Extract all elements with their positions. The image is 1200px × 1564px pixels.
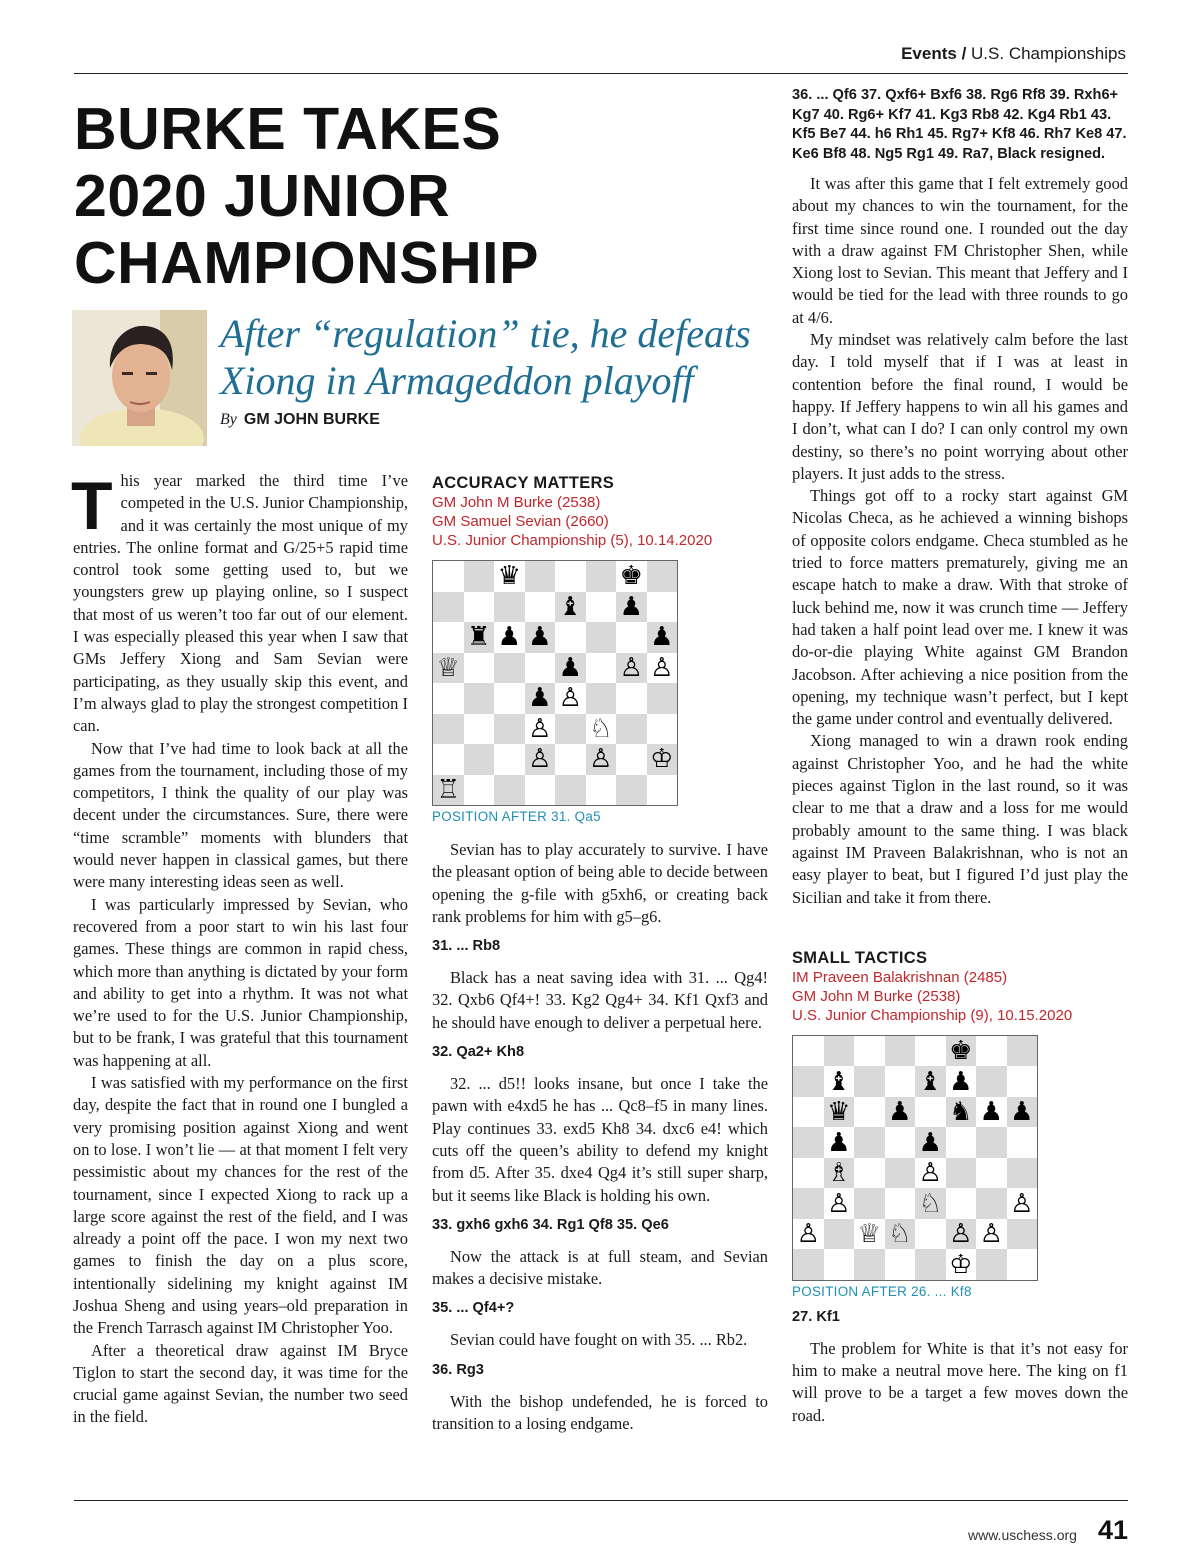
board-caption: POSITION AFTER 31. Qa5 [432,809,601,824]
board-square [494,592,525,623]
white-pawn-icon: ♙ [558,683,582,714]
board-square [525,714,556,745]
white-pawn-icon: ♙ [949,1219,973,1250]
black-pawn-icon: ♟ [979,1097,1003,1128]
board-square [885,1097,916,1128]
paragraph: My mindset was relatively calm before the last day. I told myself that if I was at least in contention before the final round, I would be happy. If Jeffery happens to win all his games and I don’t, what can I do? I can only control my own destiny, so there’s no point worrying about other players. It just adds to the stress. [792,330,1128,483]
board-square [793,1097,824,1128]
board-square [616,683,647,714]
board-square [885,1158,916,1189]
header-separator: / [961,44,967,63]
board-square [555,561,586,592]
board-square [464,622,495,653]
subheadline-line: Xiong in Armageddon playoff [220,358,694,403]
board-square [976,1097,1007,1128]
board-square [647,714,678,745]
board-square [433,653,464,684]
board-square [1007,1066,1038,1097]
board-square [915,1158,946,1189]
column-3-after-board [792,1308,1128,1427]
paragraph: I was satisfied with my performance on the first day, despite the fact that in round one I bungled a very promising position against Xiong and went on to lose. I won’t lie — at that moment I felt very pessimistic about my chances for the rest of the tournament, since I expected Xiong to rack up a large score against the rest of the field, and I was already a point off the pace. I won my next two games to finish the day on a plus score, intentionally sidelining my knight against IM Joshua Sheng and using years–old preparation in the French Tarrasch against IM Christopher Yoo. [73,1073,408,1338]
paragraph: With the bishop undefended, he is forced to transition to a losing endgame. [432,1391,768,1434]
board-square [464,653,495,684]
white-pawn-icon: ♙ [1010,1188,1034,1219]
byline-author: GM JOHN BURKE [243,411,380,428]
byline-prefix: By [220,411,237,428]
board-square [586,775,617,806]
board-square [464,744,495,775]
paragraph-text: his year marked the third time I’ve competed in the U.S. Junior Championship, and it was certainly the most unique of my entries. The online format and G/25+5 rapid time control took some getting used to, but we youngsters grew up playing online, so I suspect that most of us weren’t too far out of our element. I was especially pleased this year when I saw that GMs Jeffery Xiong and Sam Sevian were participating, as they usually skip this event, and I’m always glad to play the strongest competition I can. [73,471,408,736]
footer-url: www.uschess.org [968,1527,1077,1543]
board-square [586,592,617,623]
board-square [586,683,617,714]
board-square [586,653,617,684]
white-bishop-icon: ♗ [827,1158,851,1189]
author-photo [72,310,207,446]
header-divider [74,73,1128,74]
board-square [824,1066,855,1097]
footer-divider [74,1500,1128,1501]
board-square [946,1097,977,1128]
board-square [616,653,647,684]
black-pawn-icon: ♟ [497,622,521,653]
board-square [1007,1158,1038,1189]
board-square [555,714,586,745]
board-square [464,592,495,623]
board-square [1007,1127,1038,1158]
game-event: U.S. Junior Championship (9), 10.15.2020 [792,1006,1073,1024]
paragraph: Now the attack is at full steam, and Sevian makes a decisive mistake. [432,1246,768,1289]
board-square [433,775,464,806]
board-square [555,683,586,714]
board-square [824,1097,855,1128]
board-square [885,1219,916,1250]
header-subsection: U.S. Championships [971,44,1126,63]
board-square [494,653,525,684]
byline [220,411,380,429]
board-square [525,744,556,775]
board-square [464,714,495,745]
board-square [555,653,586,684]
board-square [854,1127,885,1158]
board-square [494,683,525,714]
board-square [946,1219,977,1250]
board-square [433,744,464,775]
board-square [525,775,556,806]
board-square [1007,1036,1038,1067]
board-square [525,592,556,623]
board-caption: POSITION AFTER 26. ... Kf8 [792,1283,972,1299]
game-white-player: IM Praveen Balakrishnan (2485) [792,968,1008,986]
white-rook-icon: ♖ [436,774,460,805]
white-pawn-icon: ♙ [918,1158,942,1189]
game-event: U.S. Junior Championship (5), 10.14.2020 [432,532,713,549]
chess-board [792,1035,1038,1281]
move-line: 31. ... Rb8 [432,938,501,955]
subheadline-line: After “regulation” tie, he defeats [220,311,751,356]
white-pawn-icon: ♙ [979,1219,1003,1250]
board-square [793,1188,824,1219]
board-square [824,1127,855,1158]
board-square [885,1066,916,1097]
white-knight-icon: ♘ [589,713,613,744]
board-square [586,561,617,592]
board-square [464,775,495,806]
board-square [824,1188,855,1219]
board-square [946,1066,977,1097]
board-square [824,1036,855,1067]
board-square [555,622,586,653]
white-pawn-icon: ♙ [796,1219,820,1250]
page-number: 41 [1097,1515,1128,1545]
board-square [647,561,678,592]
board-square [1007,1219,1038,1250]
board-square [616,592,647,623]
board-square [976,1249,1007,1280]
board-square [946,1249,977,1280]
white-pawn-icon: ♙ [528,744,552,775]
board-square [433,561,464,592]
paragraph: The problem for White is that it’s not easy for him to make a neutral move here. The king on f1 will prove to be a target a few moves down the road. [792,1338,1128,1425]
black-pawn-icon: ♟ [918,1127,942,1158]
board-square [793,1127,824,1158]
board-square [647,653,678,684]
board-square [586,744,617,775]
board-square [854,1249,885,1280]
board-square [525,561,556,592]
black-pawn-icon: ♟ [558,652,582,683]
black-pawn-icon: ♟ [650,622,674,653]
black-bishop-icon: ♝ [827,1066,851,1097]
white-pawn-icon: ♙ [528,713,552,744]
black-queen-icon: ♛ [827,1097,851,1128]
move-line: 36. Rg3 [432,1361,484,1378]
board-square [915,1066,946,1097]
board-square [793,1158,824,1189]
board-square [433,683,464,714]
board-square [464,683,495,714]
running-header [901,44,1126,64]
white-knight-icon: ♘ [918,1188,942,1219]
board-square [824,1219,855,1250]
board-square [793,1066,824,1097]
board-square [793,1249,824,1280]
board-square [854,1158,885,1189]
black-queen-icon: ♛ [497,561,521,592]
black-pawn-icon: ♟ [827,1127,851,1158]
column-2-body [432,839,768,1435]
board-square [946,1158,977,1189]
author-photo-illustration [72,310,207,446]
board-square [647,622,678,653]
board-square [854,1219,885,1250]
white-pawn-icon: ♙ [650,652,674,683]
board-square [885,1036,916,1067]
board-square [494,622,525,653]
column-1 [73,470,408,1429]
board-square [885,1127,916,1158]
black-pawn-icon: ♟ [528,683,552,714]
paragraph: After a theoretical draw against IM Bryce Tiglon to start the second day, it was time for the crucial game against Sevian, the number two seed in the field. [73,1340,408,1427]
subheadline [220,310,780,404]
board-square [854,1066,885,1097]
board-square [525,653,556,684]
drop-cap: T [71,468,113,544]
headline [74,96,594,297]
black-knight-icon: ♞ [949,1097,973,1128]
column-3 [792,86,1128,1427]
board-square [793,1219,824,1250]
board-square [824,1158,855,1189]
white-king-icon: ♔ [650,744,674,775]
board-square [885,1249,916,1280]
board-square [433,714,464,745]
board-square [1007,1249,1038,1280]
board-square [915,1127,946,1158]
headline-line: CHAMPIONSHIP [74,230,539,296]
board-square [976,1036,1007,1067]
game-title: ACCURACY MATTERS [432,474,615,492]
board-square [616,775,647,806]
column-2 [432,470,768,1435]
black-king-icon: ♚ [619,561,643,592]
game-black-player: GM John M Burke (2538) [792,987,961,1005]
paragraph: Things got off to a rocky start against GM Nicolas Checa, as he achieved a winning bishops of opposite colors endgame. Checa stumbled as he tried to force matters prematurely, giving me an escape hatch to make a draw. With that stroke of luck behind me, now it was crunch time — Jeffery had taken a half point lead over me. I knew it was do-or-die playing White against GM Brandon Jacobson. After achieving a nice position from the opening, my technique wasn’t perfect, but I kept the game under control and eventually delivered. [792,486,1128,729]
paragraph: 32. ... d5!! looks insane, but once I take the pawn with e4xd5 he has ... Qc8–f5 in many lines. Play continues 33. exd5 Kh8 34. dxc6 e4! which cuts off the queen’s ability to defend my knight from d5. After 35. dxe4 Qg4 it’s still super sharp, but it seems like Black is holding his own. [432,1074,768,1205]
board-square [647,683,678,714]
black-bishop-icon: ♝ [558,591,582,622]
paragraph: Sevian could have fought on with 35. ... Rb2. [450,1330,748,1350]
board-square [494,714,525,745]
board-square [616,622,647,653]
board-square [525,622,556,653]
board-square [885,1188,916,1219]
board-square [555,744,586,775]
board-square [854,1036,885,1067]
board-square [494,775,525,806]
board-square [915,1097,946,1128]
black-king-icon: ♚ [949,1036,973,1067]
paragraph: Sevian has to play accurately to survive. I have the pleasant option of being able to decide between opening the g-file with g5xh6, or creating back rank problems for him with g5–g6. [432,840,768,926]
headline-line: 2020 JUNIOR [74,163,451,229]
board-square [915,1188,946,1219]
white-pawn-icon: ♙ [619,652,643,683]
board-square [464,561,495,592]
paragraph: Now that I’ve had time to look back at all the games from the tournament, including those of my competitors, I think the quality of our play was decent under the circumstances. Sure, there were “time scramble” moments with blunders that would never happen in classical games, but there were many interesting ideas seen as well. [73,738,408,892]
game-box-small-tactics [792,949,1128,1299]
board-square [555,592,586,623]
board-square [1007,1188,1038,1219]
paragraph [73,470,408,738]
board-square [586,622,617,653]
board-square [976,1158,1007,1189]
move-line: 35. ... Qf4+? [432,1300,515,1317]
board-square [586,714,617,745]
game-title: SMALL TACTICS [792,948,928,967]
black-bishop-icon: ♝ [918,1066,942,1097]
board-square [647,592,678,623]
board-square [854,1097,885,1128]
board-square [433,622,464,653]
black-pawn-icon: ♟ [619,591,643,622]
board-square [616,561,647,592]
white-queen-icon: ♕ [436,652,460,683]
board-square [915,1219,946,1250]
board-square [976,1188,1007,1219]
header-section: Events [901,44,957,63]
board-square [946,1127,977,1158]
board-square [946,1036,977,1067]
black-rook-icon: ♜ [467,622,491,653]
board-square [976,1219,1007,1250]
game-box-accuracy-matters [432,474,768,824]
board-square [647,775,678,806]
black-pawn-icon: ♟ [949,1066,973,1097]
white-queen-icon: ♕ [857,1219,881,1250]
board-square [1007,1097,1038,1128]
white-king-icon: ♔ [949,1249,973,1280]
board-square [433,592,464,623]
board-square [915,1249,946,1280]
white-pawn-icon: ♙ [589,744,613,775]
paragraph: Xiong managed to win a drawn rook ending against Christopher Yoo, and he had the white pieces against Tiglon in the last round, so it was clear to me that a draw and a loss for me would probably amount to the same thing. I was black against IM Praveen Balakrishnan, who is not an easy player to beat, but I figured I’d just play the Sicilian and take it from there. [792,731,1128,907]
white-knight-icon: ♘ [888,1219,912,1250]
move-line: 27. Kf1 [792,1308,840,1325]
board-square [494,561,525,592]
black-pawn-icon: ♟ [888,1097,912,1128]
black-pawn-icon: ♟ [1010,1097,1034,1128]
move-line: 32. Qa2+ Kh8 [432,1044,525,1061]
board-square [616,714,647,745]
board-square [647,744,678,775]
board-square [854,1188,885,1219]
black-pawn-icon: ♟ [528,622,552,653]
game-black-player: GM Samuel Sevian (2660) [432,513,609,530]
board-square [976,1127,1007,1158]
paragraph: It was after this game that I felt extremely good about my chances to win the tournament, for the first time since round one. I rounded out the day with a draw against FM Christopher Shen, while Xiong lost to Sevian. This meant that Jeffery and I would be tied for the lead with three rounds to go at 4/6. [792,174,1128,327]
white-pawn-icon: ♙ [827,1188,851,1219]
board-square [915,1036,946,1067]
chess-board [432,560,678,806]
board-square [525,683,556,714]
board-square [793,1036,824,1067]
paragraph: Black has a neat saving idea with 31. ... Qg4! 32. Qxb6 Qf4+! 33. Kg2 Qg4+ 34. Kf1 Qxf3 and he should have enough to deliver a perpetual here. [432,968,768,1032]
board-square [616,744,647,775]
game-moves: 36. ... Qf6 37. Qxf6+ Bxf6 38. Rg6 Rf8 39. Rxh6+ Kg7 40. Rg6+ Kf7 41. Kg3 Rb8 42. Kg4 Rb1 43. Kf5 Be7 44. h6 Rh1 45. Rg7+ Kf8 46. Rh7 Ke8 47. Ke6 Bf8 48. Ng5 Rg1 49. Ra7, Black resigned. [792,87,1127,162]
board-square [555,775,586,806]
paragraph: I was particularly impressed by Sevian, who recovered from a poor start to win his last four games. These things are common in rapid chess, which more than anything is dictated by your form and ability to get into a rhythm. It was not what we’re used to for the U.S. Junior Championship, but to be frank, I was grateful that this tournament was happening at all. [73,894,408,1070]
move-line: 33. gxh6 gxh6 34. Rg1 Qf8 35. Qe6 [432,1216,669,1233]
game-white-player: GM John M Burke (2538) [432,494,601,511]
headline-line: BURKE TAKES [74,96,502,162]
board-square [976,1066,1007,1097]
board-square [946,1188,977,1219]
board-square [494,744,525,775]
board-square [824,1249,855,1280]
